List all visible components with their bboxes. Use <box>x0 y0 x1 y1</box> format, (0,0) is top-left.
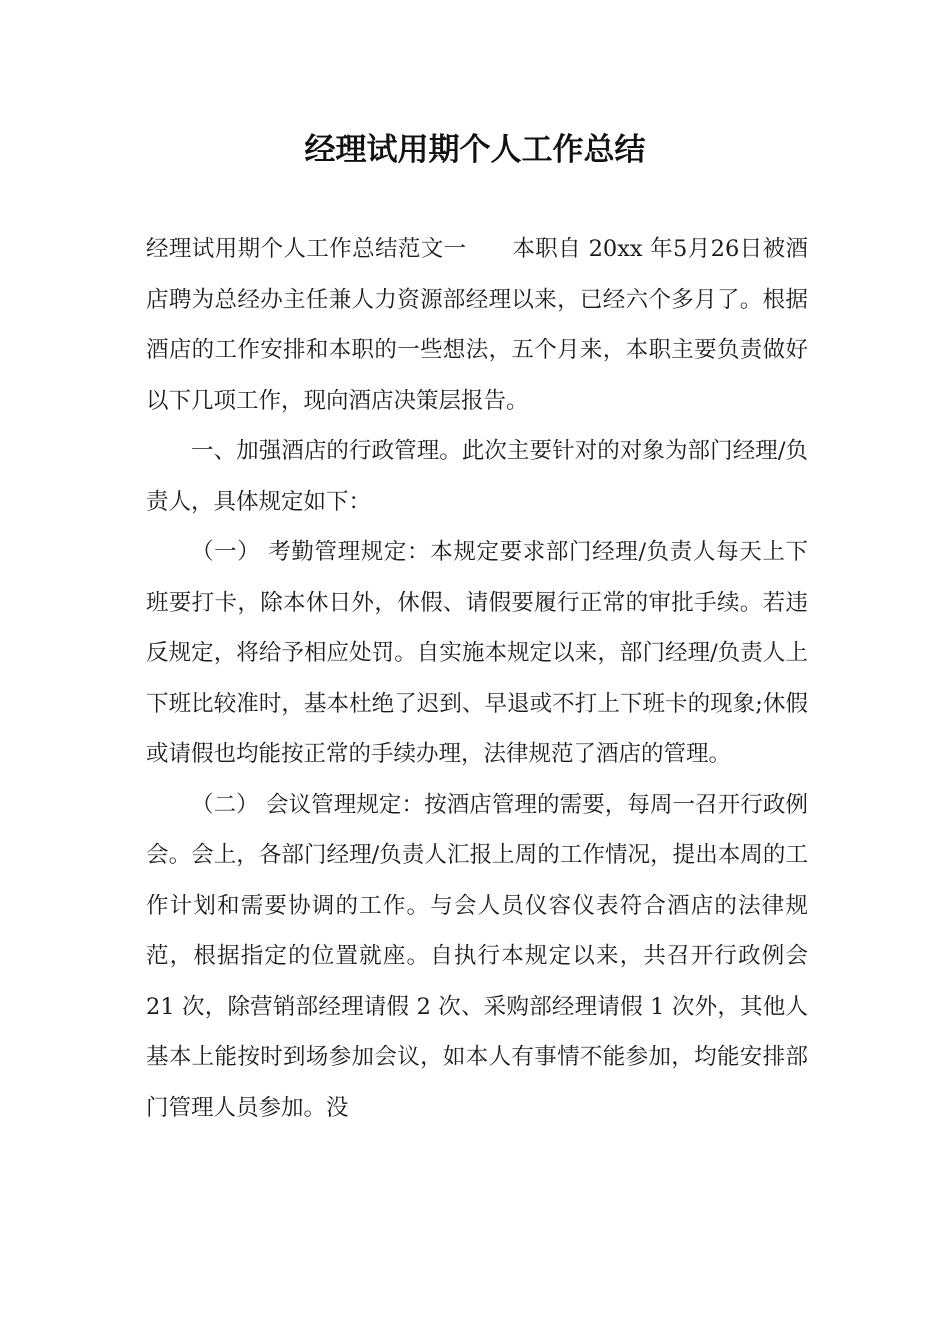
document-title: 经理试用期个人工作总结 <box>304 132 646 168</box>
paragraph-meeting-rules: （二） 会议管理规定：按酒店管理的需要，每周一召开行政例会。会上，各部门经理/负责人汇报上周的工作情况，提出本周的工作计划和需要协调的工作。与会人员仪容仪表符合酒店的法律规范，根据指定的位置就座。自执行本规定以来，共召开行政例会 21 次，除营销部经理请假 2 次、采购部经理请假 1 次外，其他人基本上能按时到场参加会议，如本人有事情不能参加，均能安排部门管理人员参加。没 <box>146 791 808 1121</box>
paragraph-section-one: 一、加强酒店的行政管理。此次主要针对的对象为部门经理/负责人，具体规定如下： <box>146 438 808 515</box>
paragraph-intro: 经理试用期个人工作总结范文一 本职自 20xx 年5月26日被酒店聘为总经办主任兼人力资源部经理以来，已经六个多月了。根据酒店的工作安排和本职的一些想法，五个月来，本职主要负责做好以下几项工作，现向酒店决策层报告。 <box>146 236 808 414</box>
paragraph-attendance-rules: （一） 考勤管理规定：本规定要求部门经理/负责人每天上下班要打卡，除本休日外，休假、请假要履行正常的审批手续。若违反规定，将给予相应处罚。自实施本规定以来，部门经理/负责人上下班比较准时，基本杜绝了迟到、早退或不打上下班卡的现象;休假或请假也均能按正常的手续办理，法律规范了酒店的管理。 <box>146 539 808 767</box>
document-body <box>146 224 808 1133</box>
